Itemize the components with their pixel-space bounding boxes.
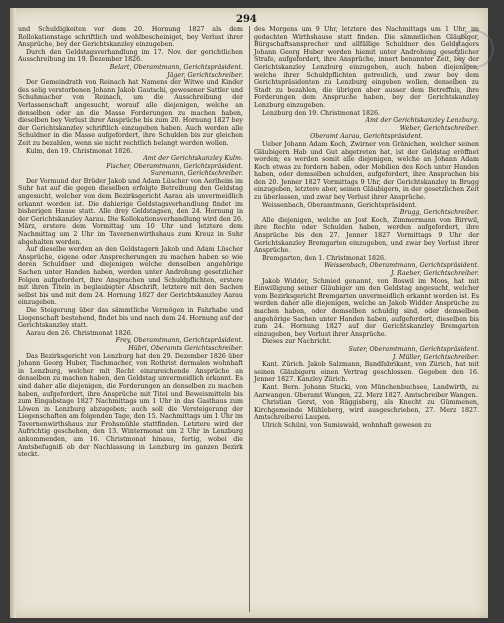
signature-line: Weber, Gerichtschreiber.	[399, 124, 479, 132]
paragraph: Lenzburg den 19. Christmonat 1826.	[262, 109, 381, 117]
paragraph: Die Steigerung über das sämmtliche Vermögen in Fahrhabe und Liegenschaft bestehend, findet bis und nach dem 24. Hornung auf der Gerichtskanzley statt.	[18, 306, 243, 330]
paragraph: Ulrich Schüni, von Sumiswald, wohnhaft gewesen zu	[262, 421, 432, 429]
paragraph: Weissenbach, Oberamtmann, Gerichtspräsident.	[262, 201, 417, 209]
paragraph: Der Vormund der Brüder Jakob und Adam Lüscher von Aerlheim im Suhr hat auf die gegen dieselben erfolgte Betreibung den Geldstag angesucht, welcher von dem Bezirksgericht Aarau als unvermeidlich erkannt worden ist. Die dahierige Geldstagsverhandlung findet im bisherigen Hause statt. Alle drey Geldstagsen, den 24. Hornung in der Gerichtskanzley Aarau. Die Kollokationsverhandlung wird den 26. März, erstere dem Vormittag um 10 Uhr und letztere dem Nachmittag um 2 Uhr im Tavernenwirthshaus zum Kreuz in Suhr abgehalten werden.	[18, 177, 243, 246]
left-column	[18, 26, 243, 459]
paragraph: Bremgarten, den 1. Christmonat 1826.	[262, 254, 387, 262]
signature-line: Jäger, Gerichtschreiber.	[167, 71, 243, 79]
signature-line: Brugg, Gerichtschreiber.	[399, 209, 479, 217]
page-gutter	[10, 8, 16, 618]
paragraph: Aarau den 26. Christmonat 1826.	[26, 329, 133, 337]
signature-line: Fischer, Oberamtmann, Gerichtspräsident.	[106, 162, 243, 170]
signature-line: Amt der Gerichtskanzley Lenzburg.	[365, 117, 479, 125]
signature-line: Suter, Oberamtmann, Gerichtspräsident.	[348, 345, 479, 353]
signature-line: Frey, Oberamtmann, Gerichtspräsident.	[115, 337, 243, 345]
paragraph: Kant. Zürich. Jakob Salzmann, Bandfabrikant, von Zürich, hat mit seinen Gläubigern einen Vertrag geschlossen. Gegeben den 16. Jenner 1827. Kanzley Zürich.	[254, 361, 479, 384]
signature-line: Amt der Gerichtskanzley Kulm.	[143, 155, 243, 163]
paragraph: Christian Gerst, von Rüggisberg, als Knecht zu Gümmenen, Kirchgemeinde Mühleberg, wird ausgeschrieben, 27. Merz 1827. Amtschreiberei Laupen.	[254, 399, 479, 422]
paragraph: Alle diejenigen, welche an Jost Koch, Zimmermann von Birrwil, ihre Rechte oder Schulden haben, werden aufgefordert, ihre Ansprüche bis den 27. Jenner 1827 Vormittags 9 Uhr der Gerichtskanzley Bremgarten einzugeben, und zwar bey Verlust ihrer Ansprüche.	[254, 216, 479, 255]
section-heading: Oberamt Aarau, Gerichtspräsident.	[310, 133, 423, 141]
paragraph: Kulm, den 19. Christmonat 1826.	[26, 147, 133, 155]
column-rule	[249, 26, 250, 612]
right-column	[254, 26, 479, 429]
signature-line: Belart, Oberamtmann, Gerichtspräsident.	[109, 63, 243, 71]
signature-line: Suremann, Gerichtschreiber.	[150, 170, 243, 178]
paragraph: Dieses zur Nachricht.	[262, 338, 332, 346]
paragraph: Ueber Johann Adam Koch, Zwirner von Gränichen, welcher seinen Gläubigern Hab und Gut abgetreten hat, ist der Geldstag eröffnet worden; es werden somit alle diejenigen, welche an Johann Adam Koch etwas zu fordern haben, oder Mobilien des Koch unter Handen haben, oder demselben schulden, aufgefordert, ihre Ansprachen bis den 20. Jenner 1827 Vormittags 9 Uhr, der Gerichtskanzley in Brugg einzugeben, letztere aber, seinen Gläubigern, in der gesetzlichen Zeit zu überlassen, und zwar bey Verlust ihrer Ansprüche.	[254, 140, 479, 202]
paragraph: und Schuldigkeiten vor dem 20. Hornung 1827 als dem Rollokationstage schriftlich und wohlbescheiniget, bey Verlust ihrer Ansprüche, bey der Gerichtskanzley einzugeben.	[18, 26, 243, 49]
signature-line: J. Müller, Gerichtschreiber.	[392, 353, 479, 361]
paragraph: Der Gemeindrath von Reinach hat Namens der Witwe und Kinder des selig verstorbenen Johann Jakob Gautschi, gewesener Sattler und Schuhmacher von Reinach, um die Ausschreibung der Verlassenschaft angesucht, worauf alle diejenigen, welche an denselben oder an die Masse Forderungen zu machen haben, dieselben bey Verlust ihrer Ansprüche bis zum 20. Hornung 1827 bey der Gerichtskanzley schriftlich einzugeben haben. Auch werden alle Schuldner in die Masse aufgefordert, ihre Schulden bis zur gleichen Zeit zu bezahlen, wenn sie nicht rechtlich belangt werden wollen.	[18, 79, 243, 147]
paragraph: Das Bezirksgericht von Lenzburg hat den 29. Dezember 1826 über Johann Georg Huber, Tischmacher, von Rothrist dermalen wohnhaft in Lenzburg, welcher mit Recht einzureichende Ansprüche an denselben zu machen haben, den Geldstag unvermeidlich erkannt. Es sind daher alle diejenigen, die Forderungen an denselben zu machen haben, aufgefordert, ihre Ansprüche mit Titel und Beweismitteln bis zum Eingabstage 1827 Nachmittags um 1 Uhr in das Gasthaus zum Löwen in Lenzburg abzugeben; auch soll die Versteigerung der Liegenschaften am folgenden Tage, den 15. Nachmittags um 1 Uhr im Tavernenwirthshaus zur Frohsmühle stattfinden. Letztere wird der Aufrichtig geschehen, den 13. Wintermonat um 2 Uhr in Lenzburg ankommenden, am 16. Christmonat hinaus, fertig, wobei die Amtsbefugniß ob der Nachlassung in Lenzburg im ganzen Bezirk steckt.	[18, 352, 243, 459]
signature-line: Weissenbach, Oberamtmann, Gerichtspräsident.	[324, 262, 479, 270]
paragraph: Durch den Geldstagsverhandlung im 17. Nov. der gerichtlichen Ausschreibung im 19. Dezember 1826.	[18, 48, 243, 64]
page-number: 294	[236, 14, 257, 25]
paragraph: des Morgens um 9 Uhr, letztere des Nachmittags um 1 Uhr, im gedachten Wirthshause statt finden. Die sämmtlichen Gläubiger, Bürgschaftsansprecher und allfällige Schuldner des Geldstagers Johann Georg Huber werden hiemit unter Androhung gesetzlicher Strafe, aufgefordert, ihre Ansprüche, innert benannter Zeit, bey der Gerichtskanzley Lenzburg einzugeben, auch haben diejenigen, welche ihrer Schuldpflichten getreulich, und zwar bey dem Gerichtspräsidenten zu Lenzburg eingeben wollen, denselben zu Stadt zu bezahlen, die übrigen aber ausser dem Betreffnis, ihre Forderungen dem Anspruche haben, bey der Gerichtskanzley Lenzburg einzugeben.	[254, 26, 479, 109]
signature-line: Hübri, Oberamts Gerichtsschreiber.	[128, 344, 243, 352]
paragraph: Auf dieselbe werden an den Geldstagern Jakob und Adam Lüscher Ansprüche, eigene oder Ansprecherungen zu machen haben so wie deren Schuldner und diejenigen welche denselben angehörige Sachen unter Handen haben, werden unter Androhung gesetzlicher Folgen aufgefordert, ihre Ansprachen und Schuldpflichten, erstere mit ihren Titeln in beglaubigter Abschrift, letztere mit den Sachen selbst bis und mit dem 24. Hornung 1827 der Gerichtskanzley Aarau einzugeben.	[18, 246, 243, 307]
paragraph: Jakob Widder, Schmied genannt, von Boswil im Moos, hat mit Einwilligung seiner Gläubiger um den Geldstag angesucht, welcher vom Bezirksgericht Bremgarten unvermeidlich erkannt worden ist. Es werden daher alle diejenigen, welche an Jakob Widder Ansprüche zu machen haben, oder demselben schuldig sind, oder demselben angehörige Sachen unter Handen haben, aufgefordert, dieselben bis zum 24. Hornung 1827 auf der Gerichtskanzley Bremgarten einzugeben, bey Verlust ihrer Ansprüche.	[254, 277, 479, 338]
paragraph: Kant. Bern. Johann Stucki, von Münchenbuchsee, Landwirth, zu Aarwangen. Oberamt Wangen, 22. Merz 1827. Amtschreiber Wangen.	[254, 383, 479, 399]
signature-line: J. Raeber, Gerichtschreiber.	[390, 270, 479, 277]
document-page	[10, 8, 488, 618]
